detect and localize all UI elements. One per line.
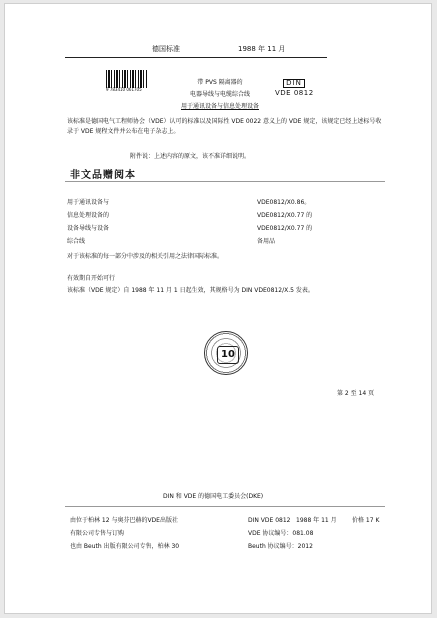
seal-stamp [204, 331, 248, 375]
header-date: 1988 年 11 月 [238, 45, 286, 53]
logo-din: DIN [283, 79, 305, 88]
category-line-3: 用于通讯设备与信息处理设备 [180, 103, 259, 110]
footer-beuth-code: Beuth 协议编号：2012 [248, 543, 313, 550]
seal-mark: 10 [217, 346, 239, 364]
footer-vde-code: VDE 协议编号：081.08 [248, 530, 314, 537]
footer-standard-id: DIN VDE 0812 [248, 517, 291, 524]
row-left: 信息处理设备的 [67, 212, 110, 219]
footer-publisher: 由位于柏林 12 与奥芬巴赫的VDE出版社 [70, 517, 178, 524]
intro-paragraph: 该标准是德国电气工程师协会（VDE）认可的标准以及国际性 VDE 0022 意义上的 VDE 规定，该规定已经上述标号收录于 VDE 规程文件并公布在电子杂志上。 [67, 118, 382, 135]
logo-vde-number: VDE 0812 [275, 89, 314, 97]
row-left: 用于通讯设备与 [67, 199, 110, 206]
row-left: 设备导线与设备 [67, 225, 110, 232]
publisher-line: DIN 和 VDE 的德国电工委员会(DKE) [163, 493, 264, 500]
reference-note: 附件说：上述内容的原文，该不准详细说明。 [130, 153, 251, 160]
header-standard: 德国标准 [152, 45, 180, 53]
page-count: 第 2 至 14 页 [337, 390, 375, 397]
category-line-1: 带 PVS 隔离器的 [197, 79, 243, 86]
table-row [67, 235, 367, 248]
footer-divider [65, 506, 385, 507]
title-divider [65, 181, 385, 182]
footer-row [70, 542, 380, 555]
row-left: 综合线 [67, 238, 86, 245]
footer-publisher: 有限公司专售与订购 [70, 530, 125, 537]
validity-heading: 有效期自开始可行 [67, 275, 116, 282]
footer-row [70, 529, 380, 542]
din-vde-logo [275, 70, 313, 97]
category-line-2: 电器导线与电缆综合线 [189, 91, 250, 98]
row-right: VDE0812/X0.77 的 [257, 225, 313, 232]
row-right: VDE0812/X0.86。 [257, 199, 311, 206]
footer-publisher: 也由 Beuth 出版有限公司专售，柏林 30 [70, 543, 180, 550]
barcode-digits: 9 783410 061705 [106, 87, 142, 92]
row-right: 备用品 [257, 238, 276, 245]
footer-date: 1988 年 11 月 [296, 517, 337, 524]
row-right: VDE0812/X0.77 的 [257, 212, 313, 219]
table-row [67, 222, 367, 235]
barcode-image [106, 70, 148, 88]
validity-text: 该标准（VDE 规定）自 1988 年 11 月 1 日起生效，其规格号为 DIN VDE0812/X.5 发表。 [67, 287, 314, 294]
document-page [4, 3, 432, 614]
footer-row [70, 516, 380, 529]
document-title: 非文品赠阅本 [70, 170, 136, 181]
scope-note: 对于该标准的每一部分中涉及的相关引用之法律国际标准。 [67, 253, 224, 260]
table-row [67, 209, 367, 222]
document-categories [180, 77, 260, 113]
footer-price: 价格 17 K [352, 517, 380, 524]
footer-info [70, 516, 380, 555]
designation-table [67, 196, 367, 248]
header-divider [65, 57, 327, 58]
table-row [67, 196, 367, 209]
